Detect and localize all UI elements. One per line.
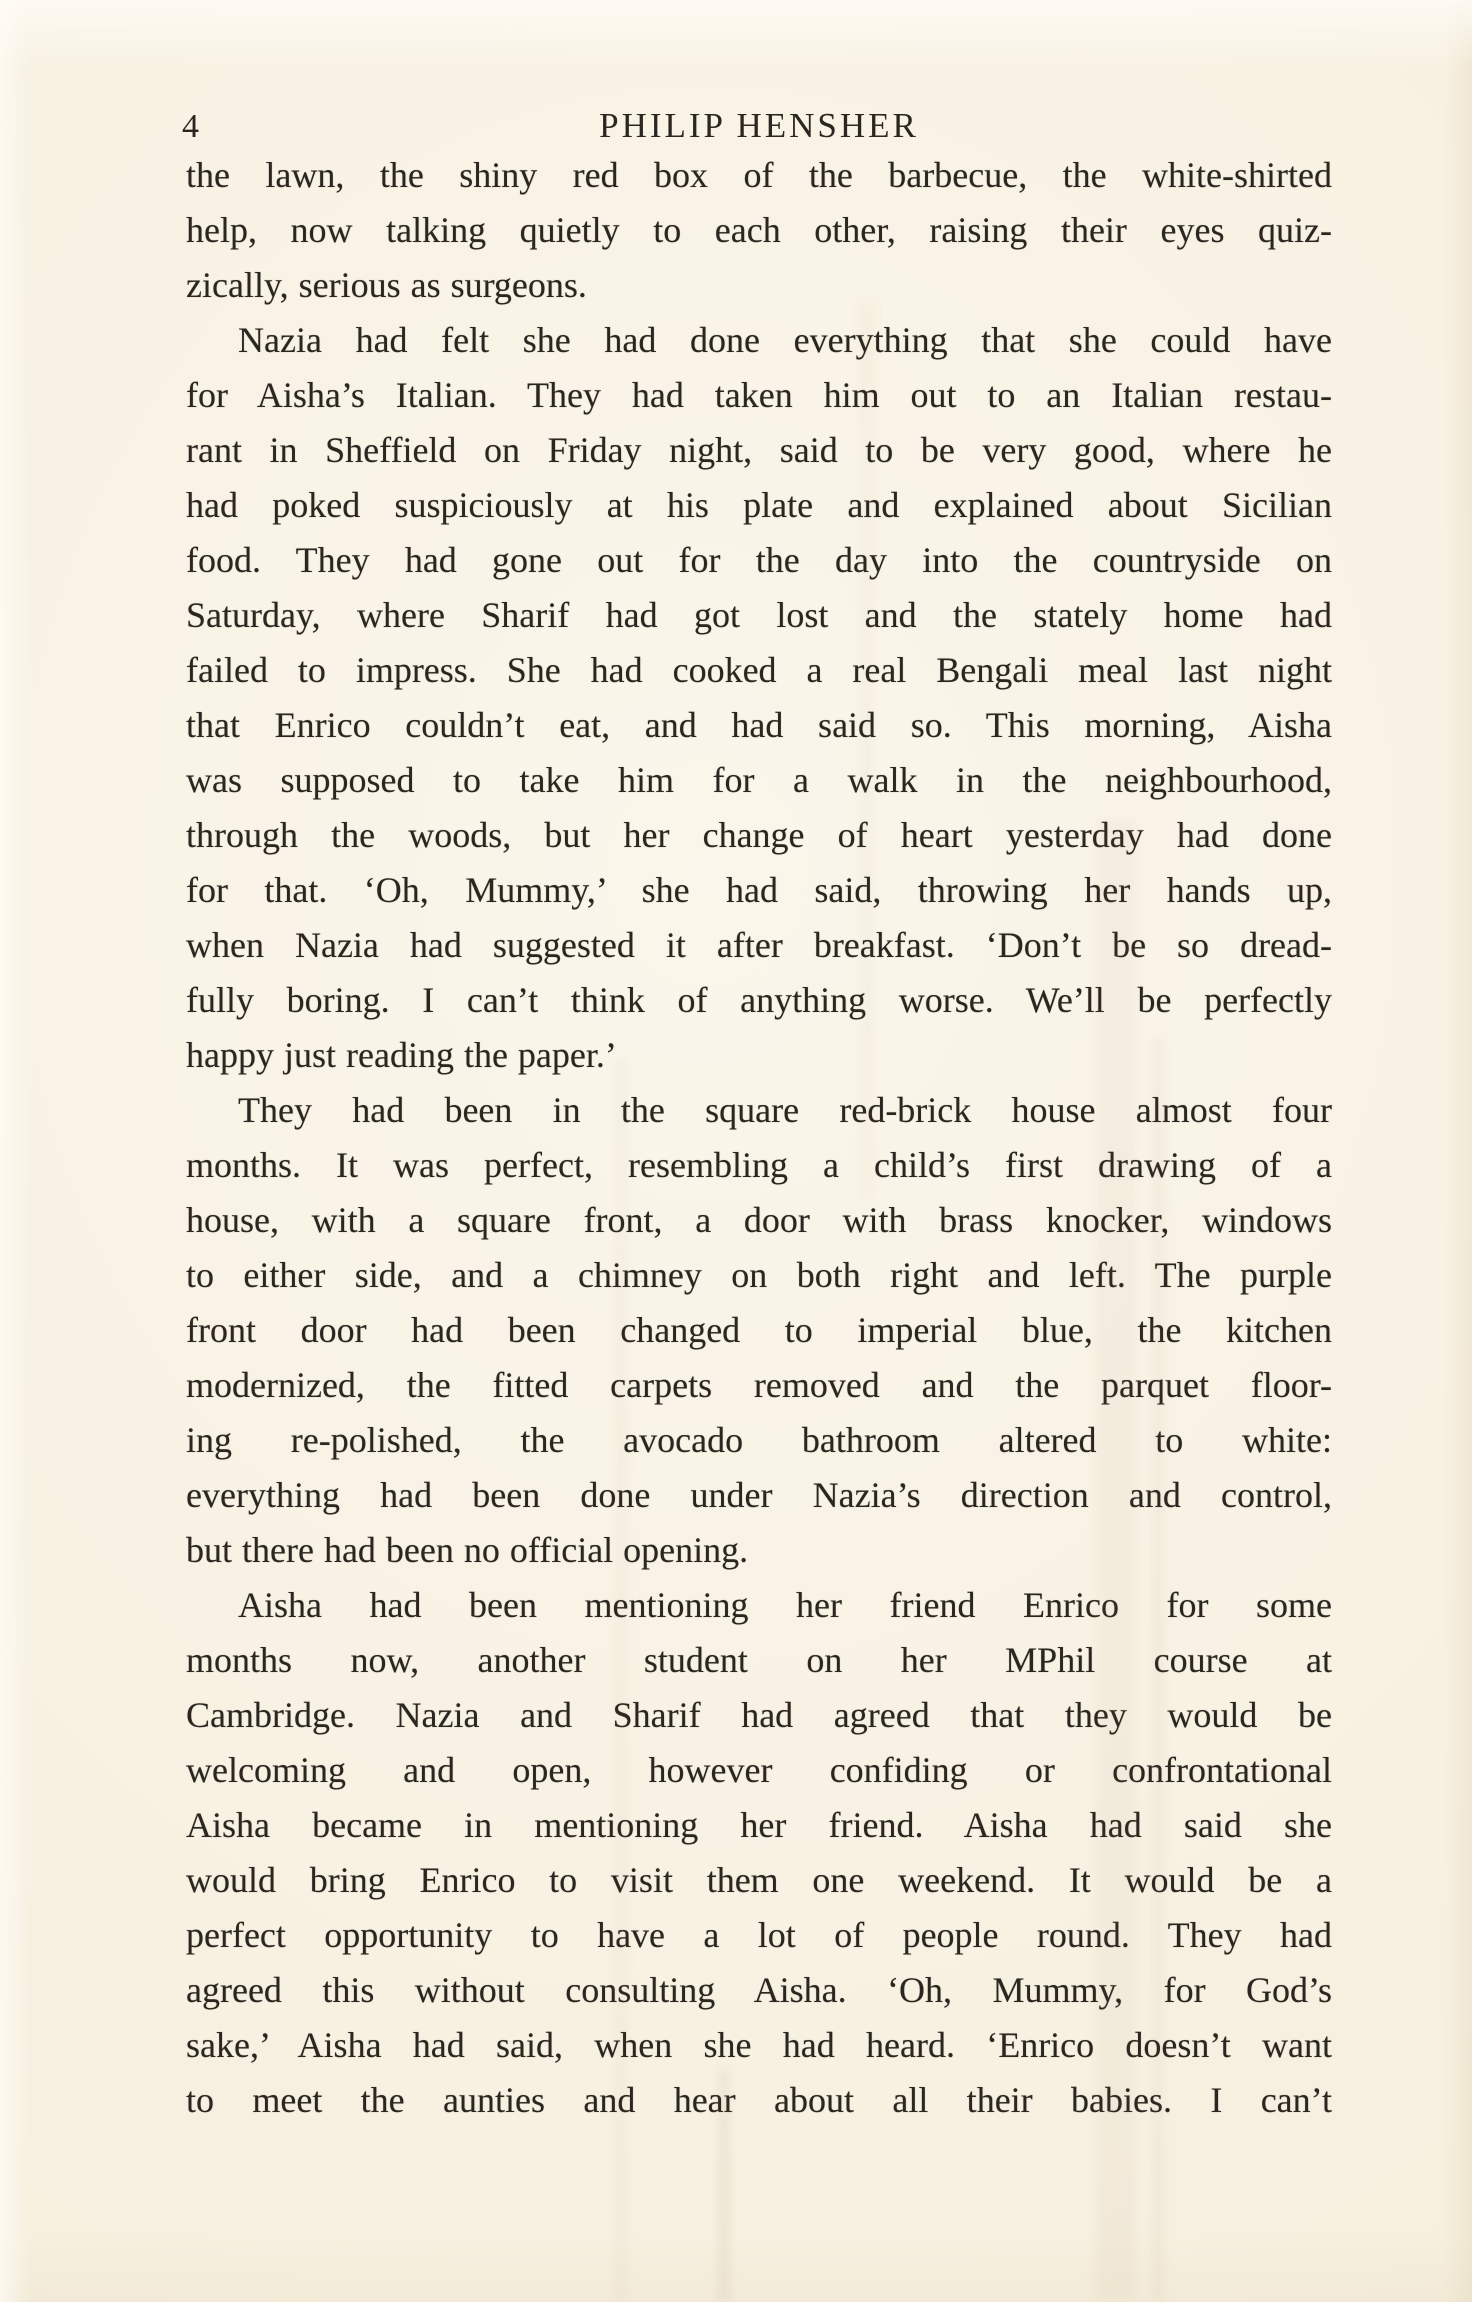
text-line: months now, another student on her MPhil course at [186, 1640, 1332, 1680]
text-line: agreed this without consulting Aisha. ‘Oh, Mummy, for God’s [186, 1970, 1332, 2010]
text-line: Saturday, where Sharif had got lost and the stately home had [186, 595, 1332, 635]
text-line: the lawn, the shiny red box of the barbecue, the white-shirted [186, 155, 1332, 195]
page-number: 4 [182, 108, 200, 145]
text-line: was supposed to take him for a walk in the neighbourhood, [186, 760, 1332, 800]
text-line: Nazia had felt she had done everything that she could have [238, 320, 1332, 360]
running-header: PHILIP HENSHER [599, 106, 919, 145]
text-line: welcoming and open, however confiding or confrontational [186, 1750, 1332, 1790]
text-line: happy just reading the paper.’ [186, 1035, 617, 1075]
text-line: to either side, and a chimney on both right and left. The purple [186, 1255, 1332, 1295]
text-line: through the woods, but her change of heart yesterday had done [186, 815, 1332, 855]
body-text [186, 148, 1332, 2128]
text-line: perfect opportunity to have a lot of people round. They had [186, 1915, 1332, 1955]
text-line: to meet the aunties and hear about all their babies. I can’t [186, 2080, 1332, 2120]
text-line: food. They had gone out for the day into the countryside on [186, 540, 1332, 580]
text-line: but there had been no official opening. [186, 1530, 749, 1570]
text-line: when Nazia had suggested it after breakfast. ‘Don’t be so dread- [186, 925, 1332, 965]
text-line: Aisha became in mentioning her friend. Aisha had said she [186, 1805, 1332, 1845]
text-line: front door had been changed to imperial blue, the kitchen [186, 1310, 1332, 1350]
text-line: zically, serious as surgeons. [186, 265, 587, 305]
text-line: Aisha had been mentioning her friend Enrico for some [238, 1585, 1332, 1625]
text-line: help, now talking quietly to each other, raising their eyes quiz- [186, 210, 1332, 250]
text-line: everything had been done under Nazia’s direction and control, [186, 1475, 1332, 1515]
text-line: rant in Sheffield on Friday night, said to be very good, where he [186, 430, 1332, 470]
text-line: would bring Enrico to visit them one weekend. It would be a [186, 1860, 1332, 1900]
text-line: sake,’ Aisha had said, when she had heard. ‘Enrico doesn’t want [186, 2025, 1332, 2065]
text-line: for that. ‘Oh, Mummy,’ she had said, throwing her hands up, [186, 870, 1332, 910]
text-line: house, with a square front, a door with brass knocker, windows [186, 1200, 1332, 1240]
text-line: ing re-polished, the avocado bathroom altered to white: [186, 1420, 1332, 1460]
text-line: They had been in the square red-brick house almost four [238, 1090, 1332, 1130]
text-line: that Enrico couldn’t eat, and had said so. This morning, Aisha [186, 705, 1332, 745]
text-line: fully boring. I can’t think of anything worse. We’ll be perfectly [186, 980, 1332, 1020]
text-line: Cambridge. Nazia and Sharif had agreed that they would be [186, 1695, 1332, 1735]
text-line: modernized, the fitted carpets removed and the parquet floor- [186, 1365, 1332, 1405]
text-line: had poked suspiciously at his plate and explained about Sicilian [186, 485, 1332, 525]
text-line: months. It was perfect, resembling a child’s first drawing of a [186, 1145, 1332, 1185]
text-line: failed to impress. She had cooked a real Bengali meal last night [186, 650, 1332, 690]
text-line: for Aisha’s Italian. They had taken him out to an Italian restau- [186, 375, 1332, 415]
